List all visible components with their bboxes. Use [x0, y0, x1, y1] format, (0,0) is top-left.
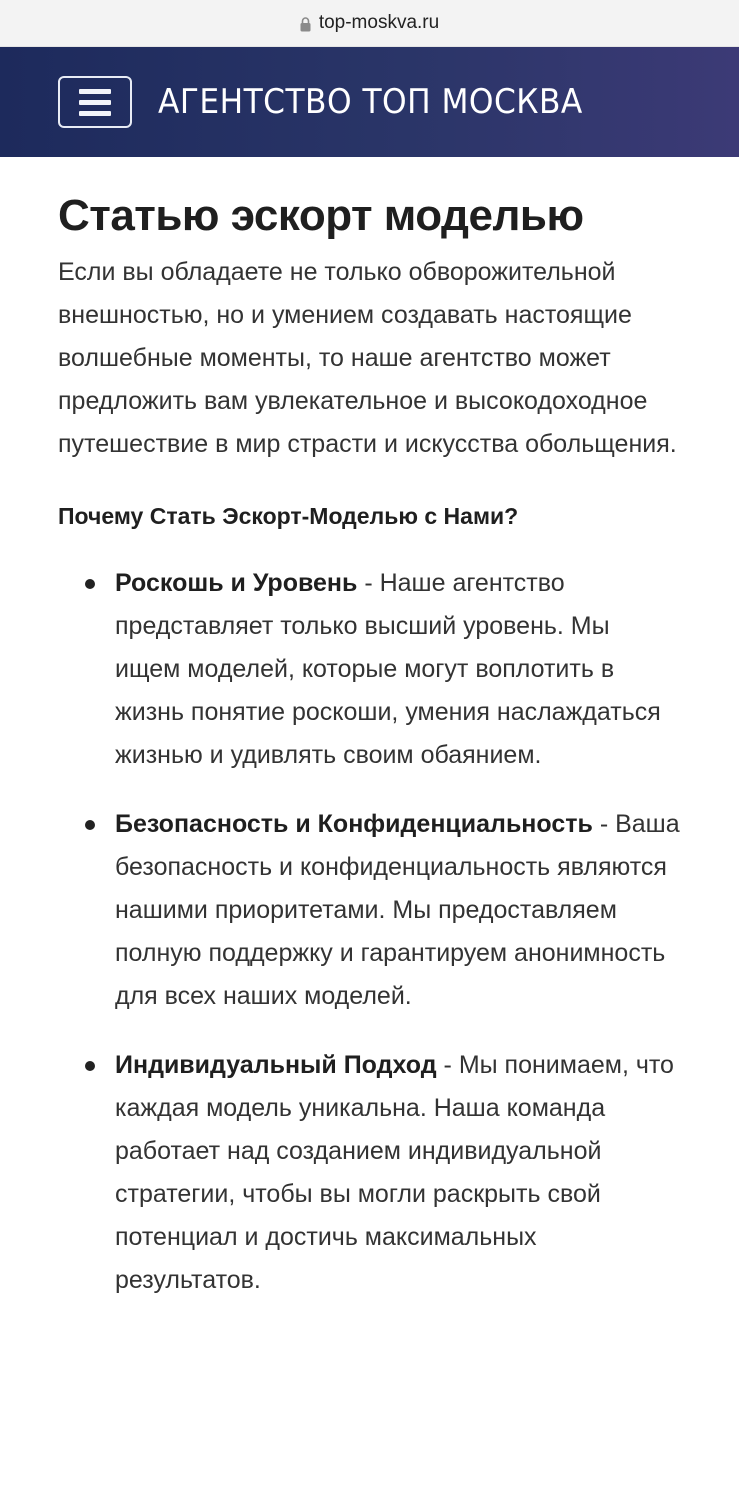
browser-url-bar[interactable] [0, 0, 739, 47]
separator: - [357, 569, 380, 597]
list-item-title: Роскошь и Уровень [115, 569, 358, 597]
list-item-title: Безопасность и Конфиденциальность [115, 810, 593, 838]
list-item-text: Мы понимаем, что каждая модель уникальна. Наша команда работает над созданием индивидуальной стратегии, чтобы вы могли раскрыть свой потенциал и достичь максимальных результатов. [115, 1051, 674, 1294]
list-item-text: Ваша безопасность и конфиденциальность являются нашими приоритетами. Мы предоставляем полную поддержку и гарантируем анонимность для всех наших моделей. [115, 810, 680, 1010]
list-item [58, 1044, 681, 1302]
benefits-list [58, 562, 681, 1302]
bullet-icon [85, 1061, 95, 1071]
list-item-text: Наше агентство представляет только высший уровень. Мы ищем моделей, которые могут воплотить в жизнь понятие роскоши, умения наслаждаться жизнью и удивлять своим обаянием. [115, 569, 661, 769]
separator: - [592, 810, 616, 838]
hamburger-line [79, 100, 111, 105]
bullet-icon [85, 579, 95, 589]
list-item [58, 803, 681, 1018]
hamburger-line [79, 111, 111, 116]
article-content [0, 187, 739, 1302]
list-item-title: Индивидуальный Подход [115, 1051, 437, 1079]
site-header [0, 47, 739, 157]
url-text: top-moskva.ru [318, 12, 440, 33]
intro-paragraph: Если вы обладаете не только обворожительной внешностью, но и умением создавать настоящие волшебные моменты, то наше агентство может предложить вам увлекательное и высокодоходное путешествие в мир страсти и искусства обольщения. [58, 258, 677, 458]
hamburger-menu-button[interactable] [58, 76, 132, 128]
hamburger-menu-icon [79, 89, 111, 94]
page-title: Статью эскорт моделью [58, 191, 584, 240]
section-subheading: Почему Стать Эскорт-Моделью с Нами? [58, 503, 519, 529]
separator: - [436, 1051, 459, 1079]
site-brand[interactable]: АГЕНТСТВО ТОП МОСКВА [158, 82, 583, 122]
lock-icon [300, 17, 311, 32]
bullet-icon [85, 820, 95, 830]
list-item [58, 562, 681, 777]
